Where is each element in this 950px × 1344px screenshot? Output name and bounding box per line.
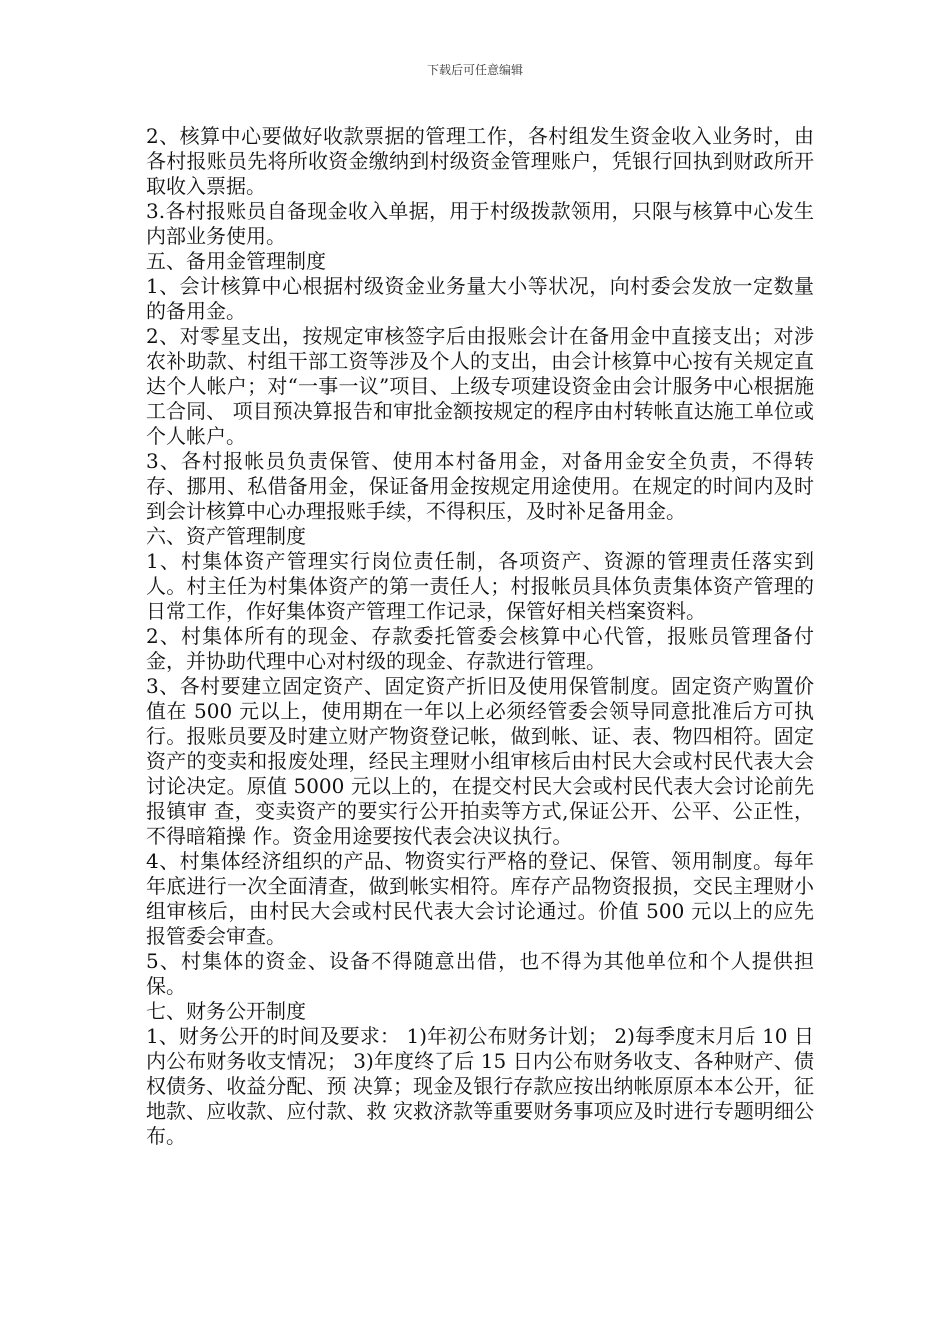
- paragraph: 2、村集体所有的现金、存款委托管委会核算中心代管，报账员管理备付金，并协助代理中心对村级的现金、存款进行管理。: [146, 624, 814, 673]
- paragraph: 4、村集体经济组织的产品、物资实行严格的登记、保管、领用制度。每年 年底进行一次全面清查，做到帐实相符。库存产品物资报损，交民主理财小组审核后，由村民大会或村民代表大会讨论通过。价值 500 元以上的应先报管委会审查。: [146, 849, 814, 948]
- paragraph: 1、财务公开的时间及要求： 1)年初公布财务计划； 2)每季度末月后 10 日内公布财务收支情况； 3)年度终了后 15 日内公布财务收支、各种财产、债权债务、收益分配、预 决算；现金及银行存款应按出纳帐原原本本公开，征地款、应收款、应付款、救 灾救济款等重要财务事项应及时进行专题明细公布。: [146, 1024, 814, 1148]
- paragraph: 2、对零星支出，按规定审核签字后由报账会计在备用金中直接支出；对涉农补助款、村组干部工资等涉及个人的支出，由会计核算中心按有关规定直达个人帐户；对“一事一议”项目、上级专项建设资金由会计服务中心根据施工合同、 项目预决算报告和审批金额按规定的程序由村转帐直达施工单位或个人帐户。: [146, 324, 814, 448]
- paragraph: 1、会计核算中心根据村级资金业务量大小等状况，向村委会发放一定数量的备用金。: [146, 274, 814, 323]
- page-header: 下载后可任意编辑: [426, 63, 523, 77]
- paragraph: 3、各村要建立固定资产、固定资产折旧及使用保管制度。固定资产购置价值在 500 元以上，使用期在一年以上必须经管委会领导同意批准后方可执行。报账员要及时建立财产物资登记帐，做到帐、证、表、物四相符。固定资产的变卖和报废处理，经民主理财小组审核后由村民大会或村民代表大会讨论决定。原值 5000 元以上的，在提交村民大会或村民代表大会讨论前先报镇审 查，变卖资产的要实行公开拍卖等方式,保证公开、公平、公正性，不得暗箱操 作。资金用途要按代表会决议执行。: [146, 674, 814, 848]
- paragraph: 1、村集体资产管理实行岗位责任制，各项资产、资源的管理责任落实到人。村主任为村集体资产的第一责任人；村报帐员具体负责集体资产管理的日常工作，作好集体资产管理工作记录，保管好相关档案资料。: [146, 549, 814, 623]
- section-heading: 六、资产管理制度: [146, 524, 306, 548]
- section-heading: 五、备用金管理制度: [146, 249, 326, 273]
- section-heading: 七、财务公开制度: [146, 999, 306, 1023]
- document-body: [146, 124, 814, 1149]
- paragraph: 2、核算中心要做好收款票据的管理工作，各村组发生资金收入业务时，由各村报账员先将所收资金缴纳到村级资金管理账户，凭银行回执到财政所开取收入票据。: [146, 124, 814, 198]
- paragraph: 5、村集体的资金、设备不得随意出借，也不得为其他单位和个人提供担保。: [146, 949, 814, 998]
- paragraph: 3.各村报账员自备现金收入单据，用于村级拨款领用，只限与核算中心发生内部业务使用。: [146, 199, 814, 248]
- paragraph: 3、各村报帐员负责保管、使用本村备用金，对备用金安全负责，不得转存、挪用、私借备用金，保证备用金按规定用途使用。在规定的时间内及时到会计核算中心办理报账手续，不得积压，及时补足备用金。: [146, 449, 814, 523]
